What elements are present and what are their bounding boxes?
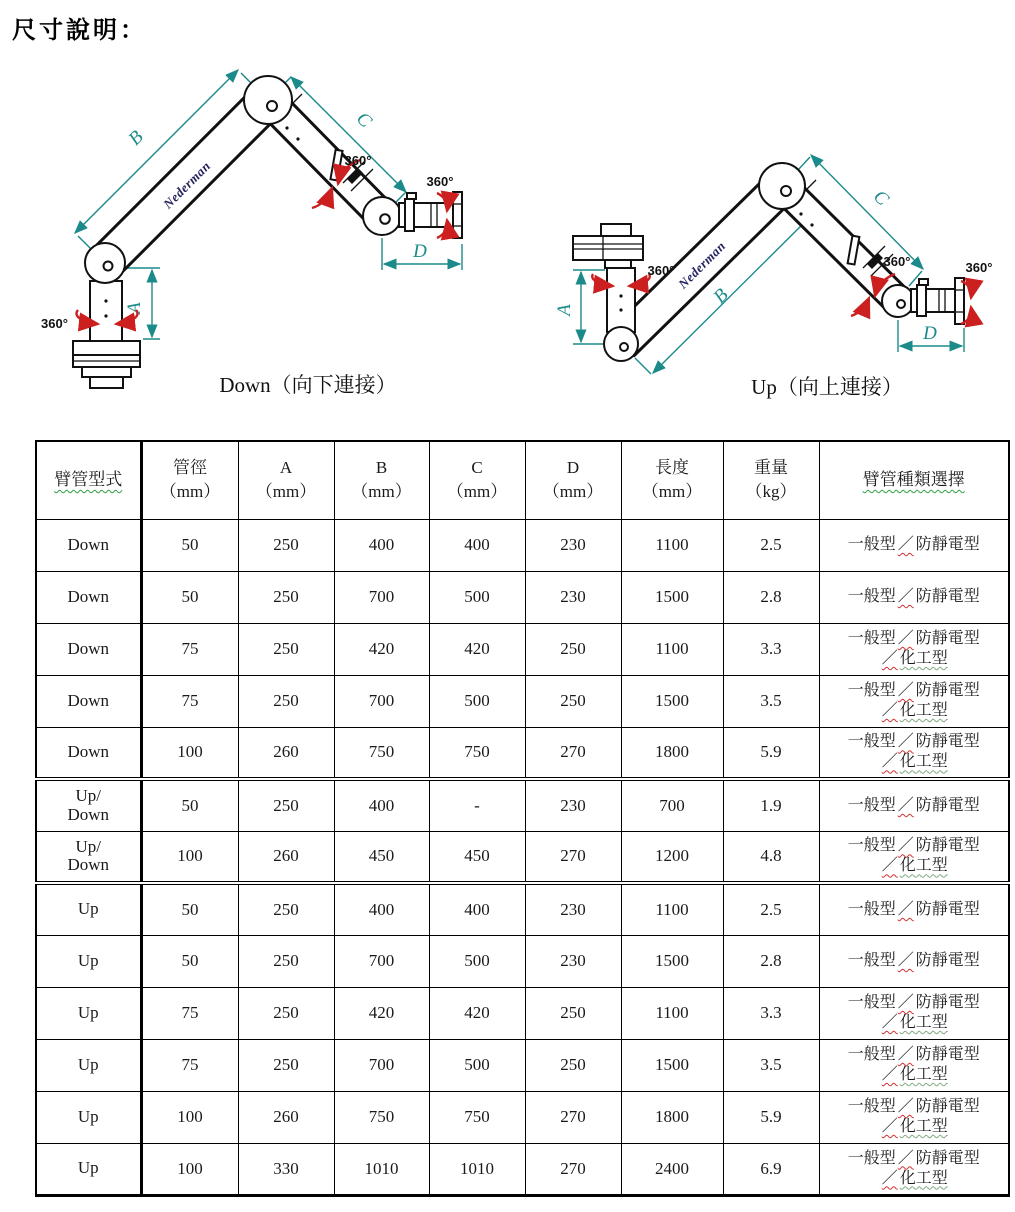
value-cell: 2400 — [621, 1143, 723, 1195]
brand-logo-text: Nederman — [160, 158, 214, 212]
value-cell: 250 — [238, 675, 334, 727]
value-cell: 230 — [525, 779, 621, 831]
arm-kind-cell: 一般型 ／ 防靜電型 ／ 化工型 — [819, 623, 1009, 675]
value-cell: 1.9 — [723, 779, 819, 831]
value-cell: 260 — [238, 727, 334, 779]
value-cell: 400 — [429, 519, 525, 571]
value-cell: 75 — [141, 1039, 238, 1091]
arm-kind-cell: 一般型 ／ 防靜電型 — [819, 779, 1009, 831]
value-cell: 1100 — [621, 987, 723, 1039]
rotation-label-360-end: 360° — [965, 260, 993, 275]
rotation-label-360-base: 360° — [647, 263, 675, 278]
value-cell: 230 — [525, 935, 621, 987]
value-cell: 500 — [429, 571, 525, 623]
value-cell: 270 — [525, 1091, 621, 1143]
table-row — [36, 1039, 1009, 1091]
header-cell: C （mm） — [429, 441, 525, 519]
arm-type-cell: Down — [36, 623, 141, 675]
value-cell: 3.3 — [723, 623, 819, 675]
figure-up-arm-diagram — [545, 128, 1015, 418]
value-cell: 50 — [141, 935, 238, 987]
brand-logo-text: Nederman — [675, 238, 729, 292]
value-cell: 1500 — [621, 935, 723, 987]
value-cell: 1010 — [334, 1143, 429, 1195]
value-cell: 500 — [429, 935, 525, 987]
value-cell: 1100 — [621, 883, 723, 935]
arm-type-cell: Up/ Down — [36, 831, 141, 883]
value-cell: 3.5 — [723, 675, 819, 727]
table-row — [36, 571, 1009, 623]
rotation-label-360-end: 360° — [426, 174, 454, 189]
dim-label-d: D — [923, 323, 937, 344]
arm-kind-cell: 一般型 ／ 防靜電型 ／ 化工型 — [819, 1039, 1009, 1091]
value-cell: 1500 — [621, 1039, 723, 1091]
value-cell: 250 — [238, 623, 334, 675]
rotation-label-360-swivel: 360° — [883, 254, 911, 269]
value-cell: 1010 — [429, 1143, 525, 1195]
value-cell: 400 — [334, 883, 429, 935]
value-cell: 330 — [238, 1143, 334, 1195]
value-cell: 260 — [238, 1091, 334, 1143]
arm-type-cell: Up — [36, 987, 141, 1039]
arm-kind-cell: 一般型 ／ 防靜電型 — [819, 883, 1009, 935]
dim-label-a: A — [124, 302, 145, 314]
table-row — [36, 935, 1009, 987]
value-cell: 100 — [141, 831, 238, 883]
arm-kind-cell: 一般型 ／ 防靜電型 — [819, 519, 1009, 571]
value-cell: 700 — [334, 935, 429, 987]
value-cell: 1800 — [621, 1091, 723, 1143]
dim-label-a: A — [554, 304, 575, 316]
value-cell: 230 — [525, 883, 621, 935]
value-cell: 4.8 — [723, 831, 819, 883]
table-row — [36, 1091, 1009, 1143]
dim-label-b: B — [709, 284, 733, 308]
value-cell: 250 — [525, 623, 621, 675]
value-cell: 420 — [334, 623, 429, 675]
value-cell: 3.5 — [723, 1039, 819, 1091]
value-cell: 250 — [525, 987, 621, 1039]
value-cell: 450 — [334, 831, 429, 883]
arm-type-cell: Up/ Down — [36, 779, 141, 831]
dim-label-c: C — [868, 186, 893, 211]
value-cell: 750 — [429, 1091, 525, 1143]
value-cell: 2.8 — [723, 935, 819, 987]
value-cell: 250 — [525, 675, 621, 727]
value-cell: 5.9 — [723, 727, 819, 779]
value-cell: 50 — [141, 779, 238, 831]
header-cell: A （mm） — [238, 441, 334, 519]
value-cell: 100 — [141, 1143, 238, 1195]
value-cell: 1800 — [621, 727, 723, 779]
value-cell: 1100 — [621, 623, 723, 675]
table-row — [36, 519, 1009, 571]
value-cell: 250 — [238, 987, 334, 1039]
value-cell: 75 — [141, 675, 238, 727]
arm-type-cell: Down — [36, 675, 141, 727]
value-cell: 1500 — [621, 571, 723, 623]
value-cell: 230 — [525, 519, 621, 571]
table-row — [36, 727, 1009, 779]
value-cell: 500 — [429, 675, 525, 727]
header-cell: 重量 （kg） — [723, 441, 819, 519]
spec-table-header-row — [36, 441, 1009, 519]
value-cell: 270 — [525, 831, 621, 883]
table-row — [36, 987, 1009, 1039]
header-cell: 管徑 （mm） — [141, 441, 238, 519]
value-cell: 750 — [429, 727, 525, 779]
value-cell: 2.8 — [723, 571, 819, 623]
header-cell: 臂管種類選擇 — [819, 441, 1009, 519]
page-title: 尺寸說明： — [12, 18, 147, 44]
value-cell: 1100 — [621, 519, 723, 571]
spec-table-container — [35, 440, 1010, 1197]
value-cell: 270 — [525, 727, 621, 779]
value-cell: 750 — [334, 727, 429, 779]
table-row — [36, 779, 1009, 831]
value-cell: 5.9 — [723, 1091, 819, 1143]
value-cell: 50 — [141, 571, 238, 623]
dim-label-d: D — [413, 241, 427, 262]
value-cell: 400 — [334, 779, 429, 831]
value-cell: 75 — [141, 623, 238, 675]
value-cell: 420 — [429, 987, 525, 1039]
value-cell: 2.5 — [723, 883, 819, 935]
arm-type-cell: Up — [36, 883, 141, 935]
value-cell: 450 — [429, 831, 525, 883]
header-cell: 臂管型式 — [36, 441, 141, 519]
value-cell: 1500 — [621, 675, 723, 727]
value-cell: 100 — [141, 1091, 238, 1143]
spec-table — [35, 440, 1010, 1197]
value-cell: 250 — [238, 519, 334, 571]
header-cell: D （mm） — [525, 441, 621, 519]
value-cell: 500 — [429, 1039, 525, 1091]
value-cell: 270 — [525, 1143, 621, 1195]
value-cell: 250 — [238, 779, 334, 831]
header-cell: 長度 （mm） — [621, 441, 723, 519]
table-row — [36, 623, 1009, 675]
table-row — [36, 675, 1009, 727]
value-cell: 250 — [525, 1039, 621, 1091]
table-row — [36, 831, 1009, 883]
header-cell: B （mm） — [334, 441, 429, 519]
figure-down-caption: Down（向下連接） — [219, 373, 397, 397]
table-row — [36, 883, 1009, 935]
value-cell: 6.9 — [723, 1143, 819, 1195]
dim-label-c: C — [351, 108, 376, 133]
value-cell: 700 — [334, 571, 429, 623]
value-cell: 420 — [429, 623, 525, 675]
arm-kind-cell: 一般型 ／ 防靜電型 — [819, 571, 1009, 623]
value-cell: 230 — [525, 571, 621, 623]
figure-down-arm-diagram — [40, 58, 510, 413]
value-cell: 250 — [238, 935, 334, 987]
dim-label-b: B — [124, 126, 148, 150]
value-cell: 260 — [238, 831, 334, 883]
value-cell: 100 — [141, 727, 238, 779]
value-cell: 250 — [238, 883, 334, 935]
arm-kind-cell: 一般型 ／ 防靜電型 ／ 化工型 — [819, 727, 1009, 779]
value-cell: 700 — [621, 779, 723, 831]
arm-kind-cell: 一般型 ／ 防靜電型 ／ 化工型 — [819, 831, 1009, 883]
value-cell: 420 — [334, 987, 429, 1039]
arm-type-cell: Up — [36, 1039, 141, 1091]
value-cell: 250 — [238, 1039, 334, 1091]
arm-kind-cell: 一般型 ／ 防靜電型 ／ 化工型 — [819, 1143, 1009, 1195]
rotation-label-360-swivel: 360° — [344, 153, 372, 168]
arm-kind-cell: 一般型 ／ 防靜電型 ／ 化工型 — [819, 1091, 1009, 1143]
arm-type-cell: Down — [36, 727, 141, 779]
arm-type-cell: Up — [36, 1091, 141, 1143]
value-cell: 75 — [141, 987, 238, 1039]
value-cell: 50 — [141, 883, 238, 935]
value-cell: 750 — [334, 1091, 429, 1143]
arm-kind-cell: 一般型 ／ 防靜電型 ／ 化工型 — [819, 987, 1009, 1039]
value-cell: 2.5 — [723, 519, 819, 571]
arm-type-cell: Up — [36, 935, 141, 987]
arm-kind-cell: 一般型 ／ 防靜電型 — [819, 935, 1009, 987]
arm-type-cell: Up — [36, 1143, 141, 1195]
value-cell: 3.3 — [723, 987, 819, 1039]
value-cell: 700 — [334, 1039, 429, 1091]
arm-kind-cell: 一般型 ／ 防靜電型 ／ 化工型 — [819, 675, 1009, 727]
arm-type-cell: Down — [36, 571, 141, 623]
value-cell: 50 — [141, 519, 238, 571]
arm-type-cell: Down — [36, 519, 141, 571]
value-cell: 250 — [238, 571, 334, 623]
figure-up-caption: Up（向上連接） — [751, 375, 903, 399]
value-cell: 400 — [334, 519, 429, 571]
value-cell: 1200 — [621, 831, 723, 883]
table-row — [36, 1143, 1009, 1195]
rotation-label-360-base: 360° — [41, 316, 68, 331]
value-cell: - — [429, 779, 525, 831]
value-cell: 700 — [334, 675, 429, 727]
spec-table-body — [36, 519, 1009, 1195]
value-cell: 400 — [429, 883, 525, 935]
